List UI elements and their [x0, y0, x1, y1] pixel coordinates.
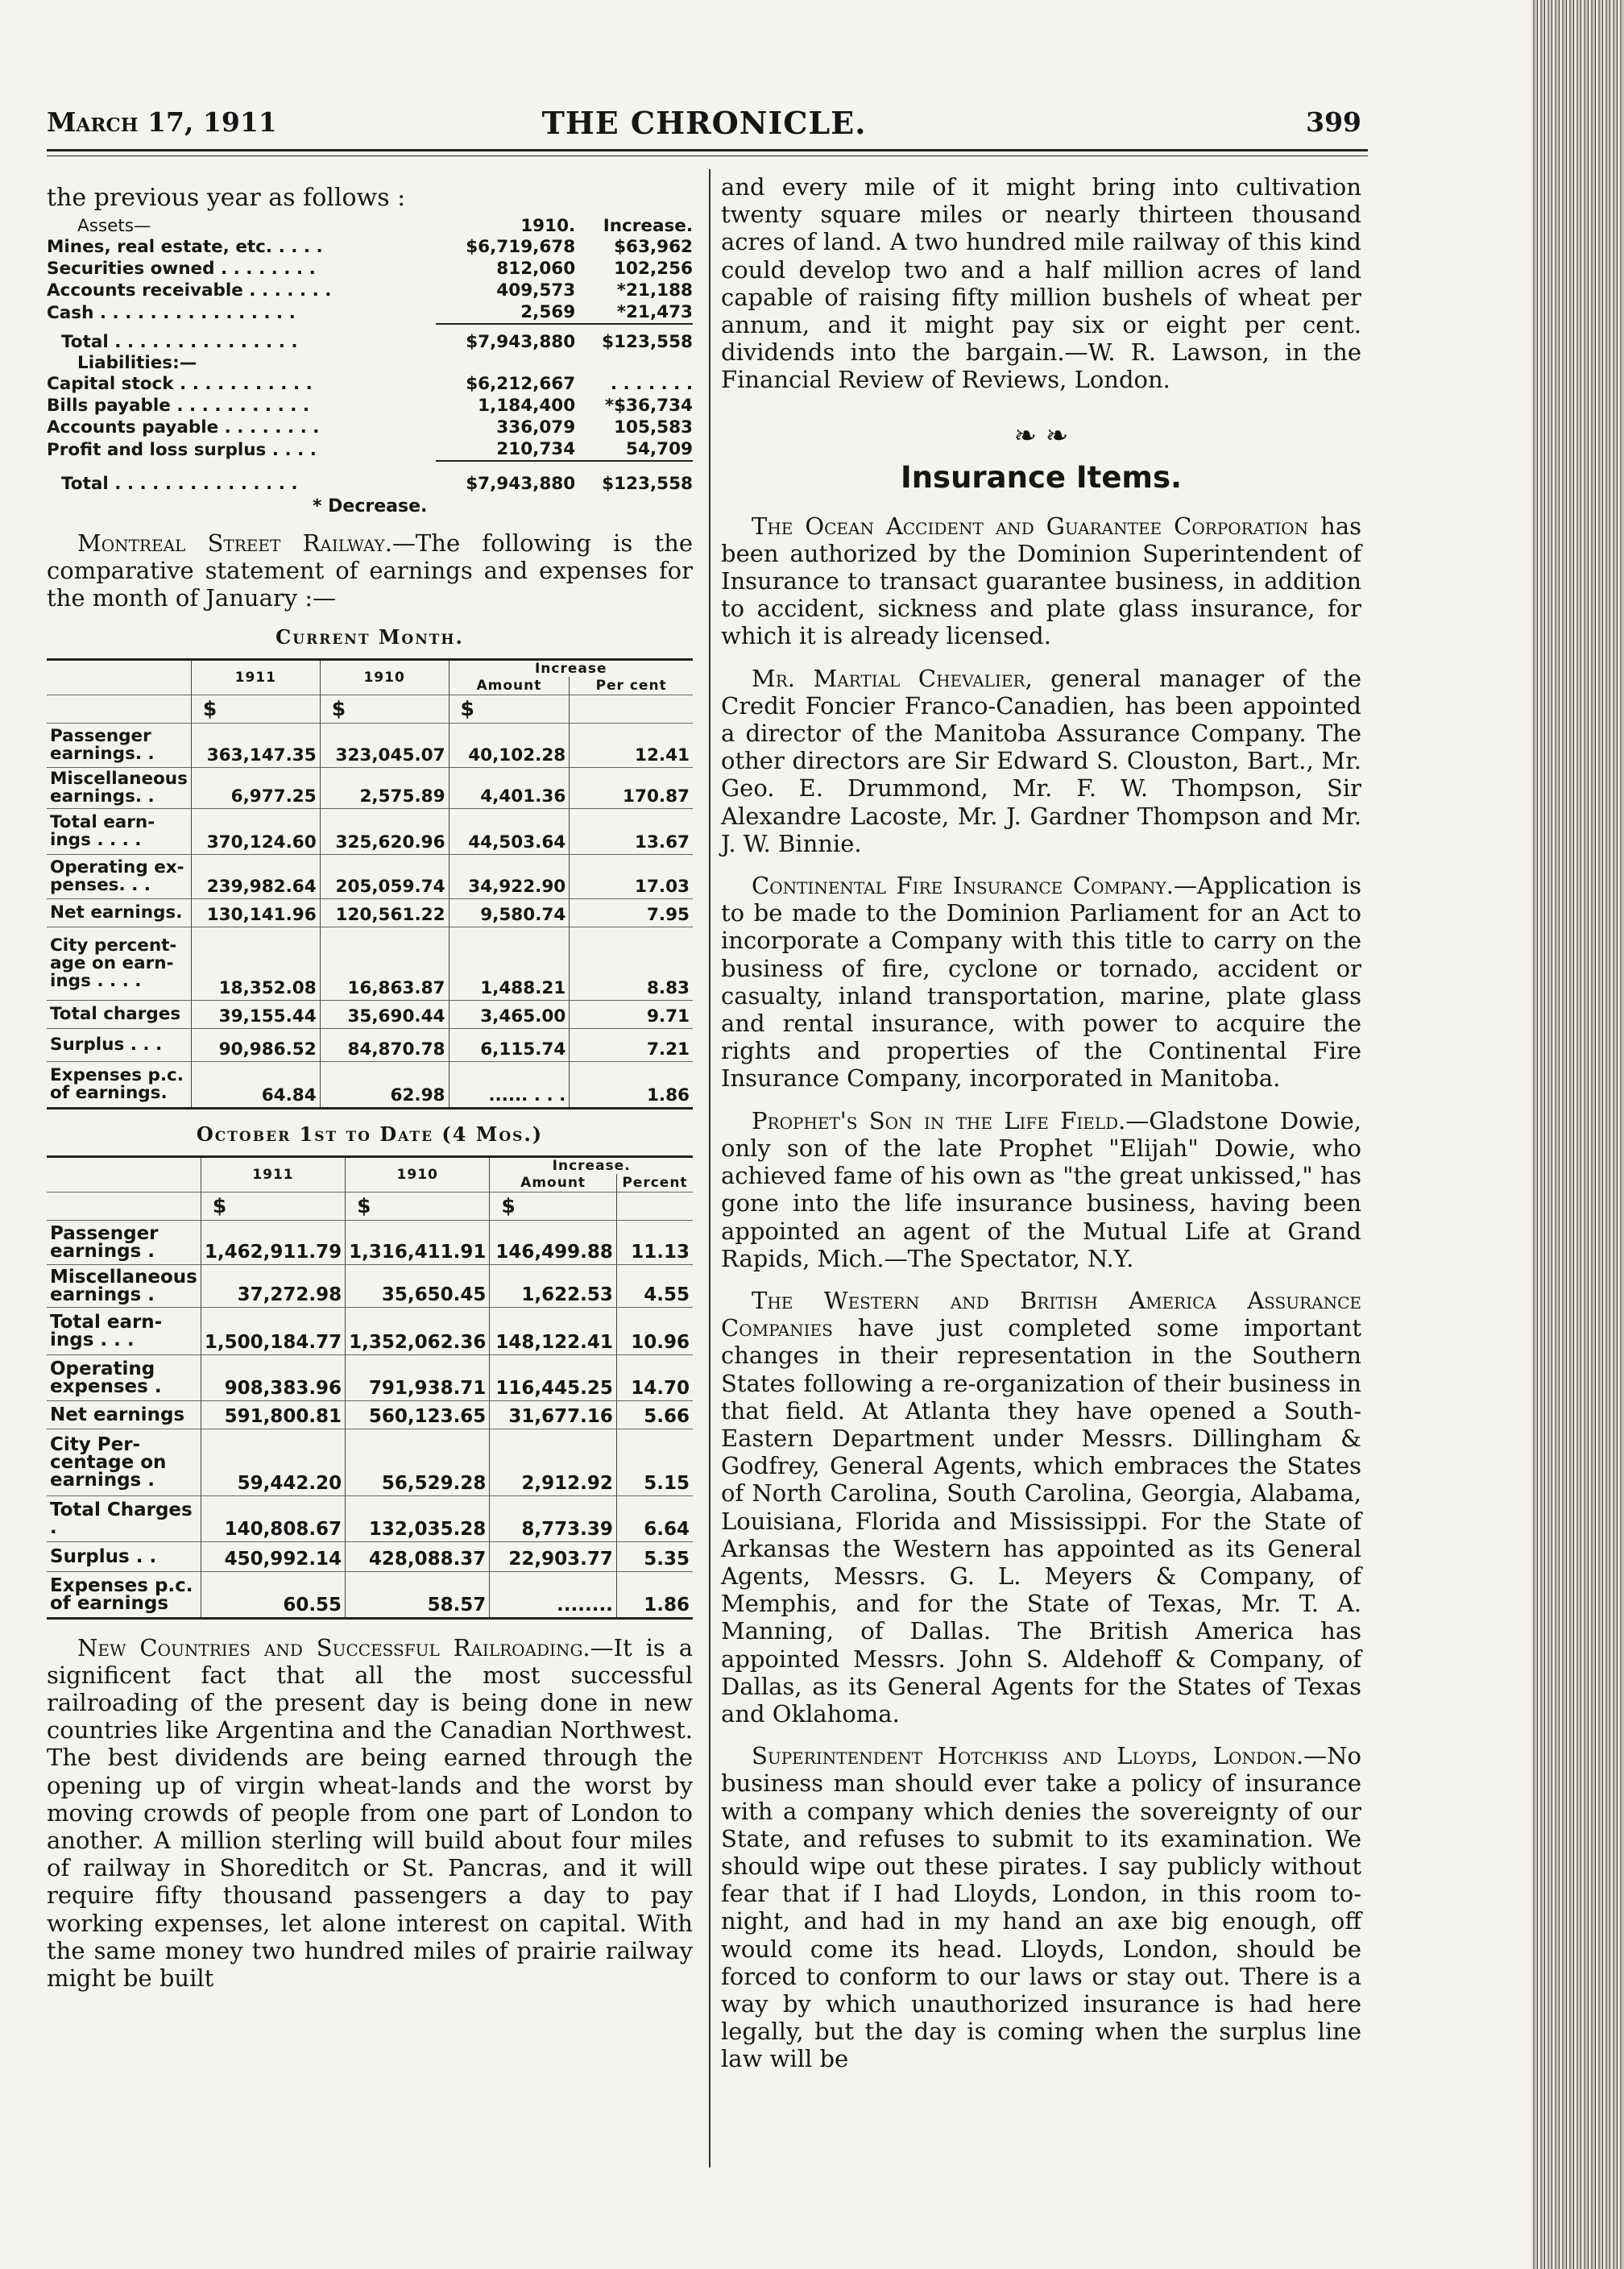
current-month-table: [47, 658, 693, 1110]
column-divider: [709, 169, 710, 2167]
table-row: Miscellaneous earnings. . 6,977.25 2,575.89 4,401.36 170.87: [47, 767, 693, 808]
insurance-item: Continental Fire Insurance Company.—Application is to be made to the Dominion Parliament for an Act to incorporate a Company with this title to carry on the business of fire, cyclone or tornado, accident or casualty, inland transportation, marine, plate glass and rental insurance, with power to acquire the rights and properties of the Continental Fire Insurance Company, incorporated in Manitoba.: [721, 872, 1362, 1093]
col-percent: Percent: [622, 1174, 688, 1191]
publication-title: THE CHRONICLE.: [541, 105, 867, 141]
table-row: Total charges 39,155.44 35,690.44 3,465.00 9.71: [47, 1000, 693, 1028]
balance-row: Accounts payable . . . . . . . . 336,079 105,583: [47, 417, 693, 438]
insurance-item: Mr. Martial Chevalier, general manager of the Credit Foncier Franco-Canadien, has been appointed a director of the Manitoba Assurance Company. The other directors are Sir Edward S. Clouston, Bart., Mr. Geo. E. Drummond, Mr. F. W. Thompson, Sir Alexandre Lacoste, Mr. J. Gardner Thompson and Mr. J. W. Binnie.: [721, 664, 1361, 857]
page-number: 399: [1306, 106, 1361, 138]
montreal-title: Montreal Street Railway.: [77, 529, 392, 557]
col-amount: Amount: [490, 1174, 617, 1193]
table-row: Surplus . . 450,992.14 428,088.37 22,903.77 5.35: [47, 1541, 693, 1571]
table-row: Operating ex- penses. . . 239,982.64 205,059.74 34,922.90 17.03: [47, 854, 693, 898]
dollar-row: $ $ $: [47, 1192, 693, 1220]
balance-sheet: [47, 215, 693, 495]
balance-intro: the previous year as follows :: [47, 184, 406, 212]
col-increase: Increase: [534, 660, 607, 677]
insurance-item: Prophet's Son in the Life Field.—Gladstone Dowie, only son of the late Prophet "Elijah" Dowie, who achieved fame of his own as "the great unkissed," has gone into the life insurance business, having been appointed an agent of the Mutual Life at Grand Rapids, Mich.—The Spectator, N.Y.: [721, 1106, 1362, 1272]
table-row: City percent- age on earn- ings . . . . 18,352.08 16,863.87 1,488.21 8.83: [47, 927, 693, 1000]
dollar-row: $ $ $: [47, 695, 693, 723]
insurance-items-heading: Insurance Items.: [900, 459, 1183, 495]
col-increase: Increase.: [603, 215, 693, 236]
balance-row: Accounts receivable . . . . . . . 409,573 *21,188: [47, 280, 693, 301]
table-row: Operating expenses . 908,383.96 791,938.71 116,445.25 14.70: [47, 1354, 693, 1400]
liabilities-label: Liabilities:—: [77, 352, 197, 373]
assets-total-row: Total . . . . . . . . . . . . . . . $7,943,880 $123,558: [47, 324, 693, 352]
table-row: Surplus . . . 90,986.52 84,870.78 6,115.74 7.21: [47, 1028, 693, 1061]
col-1910: 1910: [346, 1156, 490, 1192]
to-date-table: [47, 1155, 693, 1620]
balance-row: Bills payable . . . . . . . . . . . 1,184,400 *$36,734: [47, 396, 693, 416]
ornament-icon: ❧ ❧: [1013, 419, 1069, 452]
table-row: City Per- centage on earnings . 59,442.20 56,529.28 2,912.92 5.15: [47, 1429, 693, 1495]
table-row: Total earn- ings . . . . 370,124.60 325,620.96 44,503.64 13.67: [47, 808, 693, 854]
balance-row: Securities owned . . . . . . . . 812,060 102,256: [47, 259, 693, 279]
table-row: Miscellaneous earnings . 37,272.98 35,650.45 1,622.53 4.55: [47, 1264, 693, 1307]
montreal-paragraph: Montreal Street Railway.—The following is the comparative statement of earnings and expenses for the month of January :—: [47, 529, 693, 612]
col-1911: 1911: [201, 1156, 345, 1192]
table-row: Net earnings 591,800.81 560,123.65 31,677.16 5.66: [47, 1400, 693, 1429]
issue-date: March 17, 1911: [47, 106, 277, 138]
current-month-title: Current Month.: [276, 624, 464, 649]
to-date-title: October 1st to Date (4 Mos.): [196, 1122, 544, 1146]
new-countries-paragraph: New Countries and Successful Railroading.—It is a significent fact that all the most successful railroading of the present day is being done in new countries like Argentina and the Canadian Northwest. The best dividends are being earned through the opening up of virgin wheat-lands and the worst by moving crowds of people from one part of London to another. A million sterling will build about four miles of railway in Shoreditch or St. Pancras, and it will require fifty thousand passengers a day to pay working expenses, let alone interest on capital. With the same money two hundred miles of prairie railway might be built: [47, 1633, 693, 1993]
book-page-edge: [1531, 0, 1624, 2269]
insurance-item: The Ocean Accident and Guarantee Corporation has been authorized by the Dominion Superintendent of Insurance to transact guarantee business, in addition to accident, sickness and plate glass insurance, for which it is already licensed.: [721, 512, 1361, 650]
table-row: Total earn- ings . . . 1,500,184.77 1,352,062.36 148,122.41 10.96: [47, 1307, 693, 1354]
lawson-continuation: and every mile of it might bring into cultivation twenty square miles or nearly thirteen thousand acres of land. A two hundred mile railway of this kind could develop two and a half million acres of land capable of raising fifty million bushels of wheat per annum, and it might pay six or eight per cent. dividends into the bargain.—W. R. Lawson, in the Financial Review of Reviews, London.: [721, 173, 1361, 394]
insurance-item: Superintendent Hotchkiss and Lloyds, London.—No business man should ever take a policy of insurance with a company which denies the sovereignty of our State, and refuses to submit to its examination. We should wipe out these pirates. I say publicly without fear that if I had Lloyds, London, in this room to-night, and had in my hand an axe big enough, off would come its head. Lloyds, London, should be forced to conform to our laws or stay out. There is a way by which unauthorized insurance is had here legally, but the day is coming when the surplus line law will be: [721, 1742, 1361, 2073]
header-rule: [47, 149, 1368, 151]
insurance-item: The Western and British America Assurance Companies have just completed some important changes in their representation in the Southern States following a re-organization of their business in that field. At Atlanta they have opened a South-Eastern Department under Messrs. Dillingham & Godfrey, General Agents, which embraces the States of North Carolina, South Carolina, Georgia, Alabama, Louisiana, Florida and Mississippi. For the State of Arkansas the Western has appointed as its General Agents, Messrs. G. L. Meyers & Company, of Memphis, and for the State of Texas, Mr. T. A. Manning, of Dallas. The British America has appointed Messrs. John S. Aldehoff & Company, of Dallas, as its General Agents for the States of Texas and Oklahoma.: [721, 1286, 1361, 1728]
col-1910: 1910: [320, 659, 449, 695]
balance-row: Mines, real estate, etc. . . . . $6,719,678 $63,962: [47, 237, 693, 257]
decrease-note: * Decrease.: [313, 496, 428, 516]
balance-row: Profit and loss surplus . . . . 210,734 54,709: [47, 439, 693, 460]
col-1911: 1911: [191, 659, 320, 695]
col-year: 1910.: [520, 215, 576, 236]
left-column: [47, 173, 693, 1992]
page-header: [47, 102, 1361, 142]
table-row: Net earnings. 130,141.96 120,561.22 9,580.74 7.95: [47, 898, 693, 927]
table-row: Passenger earnings. . 363,147.35 323,045.07 40,102.28 12.41: [47, 723, 693, 767]
table-row: Expenses p.c. of earnings 60.55 58.57 ........ 1.86: [47, 1571, 693, 1618]
table-row: Expenses p.c. of earnings. 64.84 62.98 ...... . . . 1.86: [47, 1061, 693, 1108]
balance-row: Capital stock . . . . . . . . . . . $6,212,667 . . . . . . .: [47, 374, 693, 394]
assets-label: Assets—: [77, 215, 151, 236]
liabilities-total-row: Total . . . . . . . . . . . . . . . $7,943,880 $123,558: [61, 474, 693, 494]
col-percent: Per cent: [595, 677, 667, 694]
col-increase: Increase.: [552, 1157, 631, 1174]
table-row: Total Charges . 140,808.67 132,035.28 8,773.39 6.64: [47, 1495, 693, 1541]
col-amount: Amount: [449, 677, 570, 695]
balance-row: Cash . . . . . . . . . . . . . . . . 2,569 *21,473: [47, 302, 693, 323]
right-column: [721, 173, 1361, 2073]
table-row: Passenger earnings . 1,462,911.79 1,316,411.91 146,499.88 11.13: [47, 1220, 693, 1264]
new-countries-title: New Countries and Successful Railroading.: [77, 1633, 590, 1661]
